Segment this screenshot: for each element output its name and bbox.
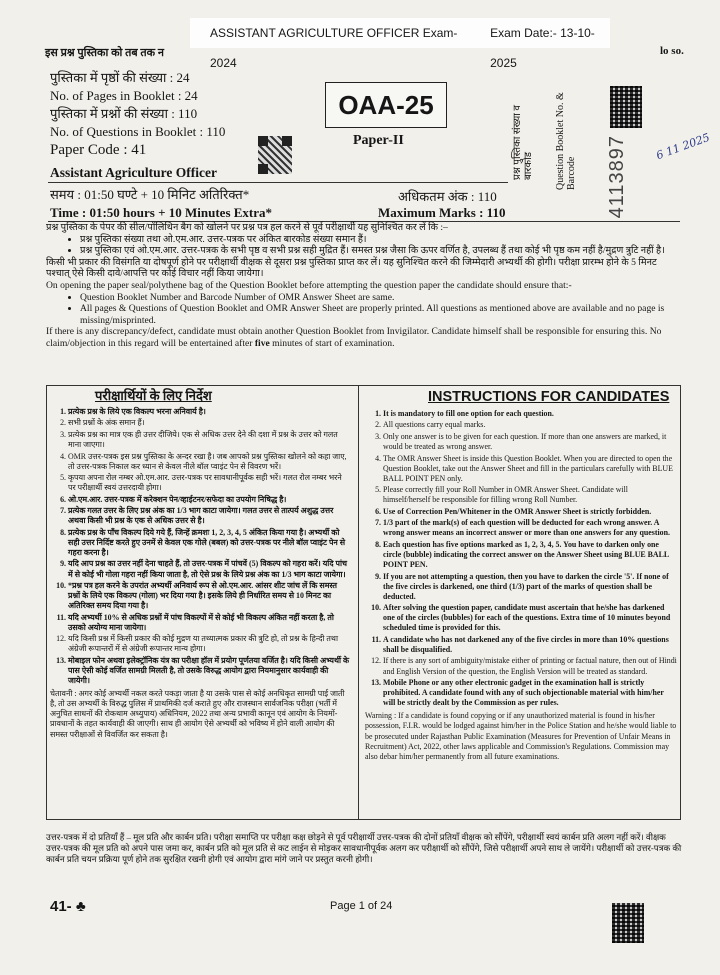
pages-count-hindi: पुस्तिका में पृष्ठों की संख्या : 24 [50, 70, 190, 85]
english-warning: Warning : If a candidate is found copying or if any unauthorized material is found in his/her possession, F.I.R. would be lodged against him/her in the Police Station and he/she would liable to be prosecuted under Rajasthan Public Examination (Measures for Prevention of Unfair Means in Recruitment) Act, 2022, other laws applicable and Commission's Regulations. Commission may also debar him/her permanently from all future examinations. [365, 711, 677, 761]
list-item: 7. प्रत्येक गलत उत्तर के लिए प्रश्न अंक का 1/3 भाग काटा जायेगा। गलत उत्तर से तात्पर्य अशुद्ध उत्तर अथवा किसी भी प्रश्न के एक से अधिक उत्तर से है। [68, 506, 350, 526]
list-item: 6. ओ.एम.आर. उत्तर-पत्रक में करेक्शन पेन/व्हाईटनर/सफेदा का उपयोग निषिद्ध है। [68, 495, 350, 505]
divider [48, 182, 508, 183]
list-item: 12. If there is any sort of ambiguity/mistake either of printing or factual nature, then out of Hindi and English Version of the question, the English Version will be treated as standard. [383, 656, 677, 676]
time-english: Time : 01:50 hours + 10 Minutes Extra* [50, 205, 273, 220]
list-item: 1. प्रत्येक प्रश्न के लिये एक विकल्प भरना अनिवार्य है। [68, 407, 350, 417]
barcode-qr [610, 86, 642, 128]
list-item: 5. कृपया अपना रोल नम्बर ओ.एम.आर. उत्तर-पत्रक पर सावधानीपूर्वक सही भरें। गलत रोल नम्बर भरने पर परीक्षार्थी स्वयं उत्तरदायी होगा। [68, 473, 350, 493]
opening-instructions [46, 222, 676, 350]
list-item: 11. A candidate who has not darkened any of the five circles in more than 10% questions shall be disqualified. [383, 635, 677, 655]
max-marks-english: Maximum Marks : 110 [378, 205, 506, 220]
list-item: 3. Only one answer is to be given for each question. If more than one answers are marked, it would be treated as wrong answer. [383, 432, 677, 452]
list-item: 13. Mobile Phone or any other electronic gadget in the examination hall is strictly prohibited. A candidate found with any of such objectionable material with him/her will be strictly dealt by the Commission as per rules. [383, 678, 677, 708]
banner-exam-name: ASSISTANT AGRICULTURE OFFICER Exam-2024 [210, 26, 458, 70]
booklet-number: 4113897 [606, 135, 628, 219]
list-item: 3. प्रत्येक प्रश्न का मात्र एक ही उत्तर दीजिये। एक से अधिक उत्तर देने की दशा में प्रश्न के उत्तर को गलत माना जाएगा। [68, 430, 350, 450]
instruction-bullet-hindi: • प्रश्न पुस्तिका एवं ओ.एम.आर. उत्तर-पत्रक के सभी पृष्ठ व सभी प्रश्न सही मुद्रित हैं। समस्त प्रश्न जैसा कि ऊपर वर्णित है, उपलब्ध हैं तथा कोई भी पृष्ठ कम नहीं है/मुद्रण त्रुटि नहीं है। [80, 245, 676, 257]
series-code-box: OAA-25 [325, 82, 447, 128]
list-item: 12. यदि किसी प्रश्न में किसी प्रकार की कोई मुद्रण या तथ्यात्मक प्रकार की त्रुटि हो, तो प्रश्न के हिन्दी तथा अंग्रेजी रूपान्तरों में से अंग्रेजी रूपान्तर मान्य होगा। [68, 634, 350, 654]
list-item: 5. Please correctly fill your Roll Number in OMR Answer Sheet. Candidate will himself/herself be responsible for filling wrong Roll Number. [383, 485, 677, 505]
time-hindi: समय : 01:50 घण्टे + 10 मिनिट अतिरिक्त* [50, 187, 250, 202]
instructions-para-hindi: किसी भी प्रकार की विसंगति या दोषपूर्ण होने पर परीक्षार्थी वीक्षक से दूसरा प्रश्न पुस्तिका प्राप्त कर लें। यह सुनिश्चित करने की जिम्मेदारी अभ्यर्थी की होगी। परीक्षा प्रारम्भ होने के 5 मिनट पश्चात् ऐसे किसी दावे/आपत्ति पर कोई विचार नहीं किया जायेगा। [46, 256, 657, 280]
list-item: 1. It is mandatory to fill one option for each question. [383, 409, 677, 419]
paper-code-footer: 41- ♣ [50, 898, 86, 915]
instructions-intro-english: On opening the paper seal/polythene bag of the Question Booklet before attempting the question paper the candidate should ensure that:- [46, 279, 572, 291]
pages-count-english: No. of Pages in Booklet : 24 [50, 88, 198, 103]
list-item: 6. Use of Correction Pen/Whitener in the OMR Answer Sheet is strictly forbidden. [383, 507, 677, 517]
instructions-intro-hindi: प्रश्न पुस्तिका के पेपर की सील/पॉलिथिन बैग को खोलने पर प्रश्न पत्र हल करने से पूर्व परीक्षार्थी यह सुनिश्चित कर लें कि :– [46, 222, 448, 233]
paper-label: Paper-II [353, 133, 404, 148]
instruction-bullet-english: • All pages & Questions of Question Booklet and OMR Answer Sheet are properly printed. All questions as mentioned above are available and no page is missing/misprinted. [80, 303, 676, 326]
list-item: 4. The OMR Answer Sheet is inside this Question Booklet. When you are directed to open the Question Booklet, take out the Answer Sheet and fill in the particulars carefully with BLUE BALL POINT PEN only. [383, 454, 677, 484]
list-item: 10. After solving the question paper, candidate must ascertain that he/she has darkened one of the circles (bubbles) for each of the questions. Extra time of 10 minutes beyond scheduled time is provided for this. [383, 603, 677, 633]
column-divider [358, 386, 359, 819]
list-item: 9. यदि आप प्रश्न का उत्तर नहीं देना चाहते हैं, तो उत्तर-पत्रक में पांचवें (5) विकल्प को गहरा करें। यदि पांच में से कोई भी गोला गहरा नहीं किया जाता है, तो ऐसे प्रश्न के लिये प्रश्न अंक का 1/3 भाग काटा जायेगा। [68, 559, 350, 579]
hindi-instructions-title: परीक्षार्थियों के लिए निर्देश [95, 388, 212, 403]
paper-code: Paper Code : 41 [50, 142, 147, 158]
hindi-warning: चेतावनी : अगर कोई अभ्यर्थी नकल करते पकड़ा जाता है या उसके पास से कोई अनधिकृत सामग्री पाई जाती है, तो उस अभ्यर्थी के विरुद्ध पुलिस में प्राथमिकी दर्ज कराते हुए और राजस्थान सार्वजनिक परीक्षा (भर्ती में अनुचित साधनों की रोकथाम अध्युपाय) अधिनियम, 2022 तथा अन्य प्रभावी कानून एवं आयोग के नियमों-प्रावधानों के तहत कार्यवाही की जाएगी। साथ ही आयोग ऐसे अभ्यर्थी को भविष्य में होने वाली आयोग की समस्त परीक्षाओं से विवर्जित कर सकता है। [50, 689, 345, 739]
list-item: 13. मोबाइल फोन अथवा इलेक्ट्रॉनिक यंत्र का परीक्षा हॉल में प्रयोग पूर्णतया वर्जित है। यदि किसी अभ्यर्थी के पास ऐसी कोई वर्जित सामग्री मिलती है, तो उसके विरुद्ध आयोग द्वारा नियमानुसार कार्यवाही की जायेगी। [68, 656, 350, 686]
post-name: Assistant Agriculture Officer [50, 165, 217, 180]
list-item: 10. *प्रश्न पत्र हल करने के उपरांत अभ्यर्थी अनिवार्य रूप से ओ.एम.आर. आंसर शीट जांच लें कि समस्त प्रश्नों के लिये एक विकल्प (गोला) भर दिया गया है। इसके लिये ही निर्धारित समय से 10 मिनट का अतिरिक्त समय दिया गया है। [68, 581, 350, 611]
list-item: 9. If you are not attempting a question, then you have to darken the circle '5'. If none of the five circles is darkened, one third (1/3) part of the marks of question shall be deducted. [383, 572, 677, 602]
side-label-hindi: प्रश्न पुस्तिका संख्या व बारकोड [512, 105, 534, 180]
list-item: 8. Each question has five options marked as 1, 2, 3, 4, 5. You have to darken only one circle (bubble) indicating the correct answer on the Answer Sheet using BLUE BALL POINT PEN. [383, 540, 677, 570]
qr-code-small [258, 136, 292, 174]
hindi-instructions-list [50, 407, 350, 740]
questions-count-english: No. of Questions in Booklet : 110 [50, 124, 226, 139]
list-item: 4. OMR उत्तर-पत्रक इस प्रश्न पुस्तिका के अन्दर रखा है। जब आपको प्रश्न पुस्तिका खोलने को कहा जाए, तो उत्तर-पत्रक निकाल कर ध्यान से केवल नीले बॉल प्वाइंट पेन से विवरण भरें। [68, 452, 350, 472]
header-notice-hindi: इस प्रश्न पुस्तिका को तब तक न [45, 47, 164, 59]
list-item: 8. प्रत्येक प्रश्न के पाँच विकल्प दिये गये हैं, जिन्हें क्रमशः 1, 2, 3, 4, 5 अंकित किया गया है। अभ्यर्थी को सही उत्तर निर्दिष्ट करते हुए उनमें से केवल एक गोले (बबल) को उत्तर-पत्रक पर नीले बॉल प्वाइंट पेन से गहरा करना है। [68, 528, 350, 558]
side-label-english: Question Booklet No. & Barcode [555, 92, 577, 190]
english-instructions-list [365, 409, 677, 762]
list-item: 2. सभी प्रश्नों के अंक समान हैं। [68, 418, 350, 428]
qr-code-footer [612, 903, 644, 943]
page-number: Page 1 of 24 [330, 900, 393, 912]
list-item: 7. 1/3 part of the mark(s) of each question will be deducted for each wrong answer. A wrong answer means an incorrect answer or more than one answers for any question. [383, 518, 677, 538]
max-marks-hindi: अधिकतम अंक : 110 [398, 189, 497, 204]
banner-exam-date: Exam Date:- 13-10-2025 [490, 26, 595, 70]
instructions-para-english: If there is any discrepancy/defect, candidate must obtain another Question Booklet from Invigilator. Candidate himself shall be responsible for ensuring this. No claim/objection in this regard will be entertained after five minutes of start of examination. [46, 326, 662, 349]
carbon-copy-note: उत्तर-पत्रक में दो प्रतियाँ हैं – मूल प्रति और कार्बन प्रति। परीक्षा समाप्ति पर परीक्षा कक्ष छोड़ने से पूर्व परीक्षार्थी उत्तर-पत्रक की दोनों प्रतियाँ वीक्षक को सौंपेंगे, परीक्षार्थी स्वयं कार्बन प्रति अलग नहीं करें। वीक्षक उत्तर-पत्रक की मूल प्रति को अपने पास जमा कर, कार्बन प्रति को मूल प्रति से कट लाईन से मोड़कर सावधानीपूर्वक अलग कर परीक्षार्थी को सौंपेंगे, जिसे परीक्षार्थी अपने साथ ले जायेंगे। परीक्षार्थी को उत्तर-पत्रक की कार्बन प्रति चयन प्रक्रिया पूर्ण होने तक सुरक्षित रखनी होगी एवं आयोग द्वारा मांगे जाने पर प्रस्तुत करनी होगी। [46, 832, 682, 864]
header-notice-fragment: lo so. [660, 45, 684, 57]
instruction-bullet-hindi: • प्रश्न पुस्तिका संख्या तथा ओ.एम.आर. उत्तर-पत्रक पर अंकित बारकोड संख्या समान हैं। [80, 234, 676, 246]
list-item: 2. All questions carry equal marks. [383, 420, 677, 430]
questions-count-hindi: पुस्तिका में प्रश्नों की संख्या : 110 [50, 106, 198, 121]
exam-banner [190, 18, 610, 70]
handwritten-date: 6 11 2025 [654, 130, 712, 163]
list-item: 11. यदि अभ्यर्थी 10% से अधिक प्रश्नों में पांच विकल्पों में से कोई भी विकल्प अंकित नहीं करता है, तो उसको अयोग्य माना जायेगा। [68, 613, 350, 633]
english-instructions-title: INSTRUCTIONS FOR CANDIDATES [428, 389, 670, 405]
instruction-bullet-english: • Question Booklet Number and Barcode Number of OMR Answer Sheet are same. [80, 292, 676, 304]
